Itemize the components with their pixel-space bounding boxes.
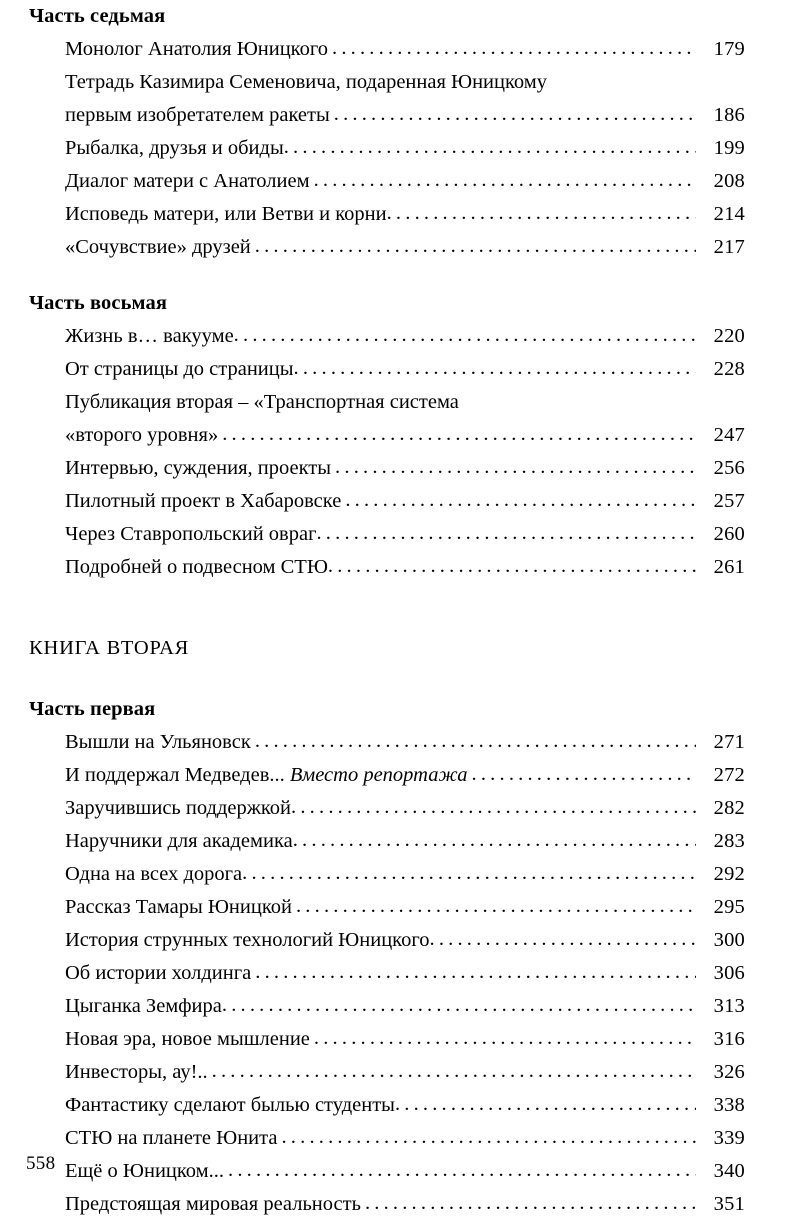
toc-entry[interactable]: [65, 1155, 745, 1188]
toc-entry-title: Тетрадь Казимира Семеновича, подаренная Юницкому: [65, 71, 548, 93]
toc-entry-title: Исповедь матери, или Ветви и корни: [65, 203, 387, 225]
toc-entry-page: 272: [713, 764, 745, 786]
dot-leader: [291, 791, 696, 824]
toc-entry-page: 292: [713, 863, 745, 885]
toc-entry[interactable]: [65, 792, 745, 825]
toc-entry-page: 295: [713, 896, 745, 918]
dot-leader: [395, 1088, 696, 1121]
toc-entry-title: Ещё о Юницком...: [65, 1160, 225, 1182]
toc-entry-title: Цыганка Земфира: [65, 995, 222, 1017]
toc-entry[interactable]: [65, 452, 745, 485]
toc-entry-title: Вышли на Ульяновск: [65, 731, 251, 753]
part-heading-first: Часть первая: [29, 698, 156, 720]
toc-entry-page: 208: [713, 170, 745, 192]
toc-entry-title: Интервью, суждения, проекты: [65, 457, 332, 479]
toc-entry-title: История струнных технологий Юницкого: [65, 929, 430, 951]
toc-entry-title: Подробней о подвесном СТЮ: [65, 556, 328, 578]
toc-entry-page: 271: [713, 731, 745, 753]
dot-leader: [334, 98, 696, 131]
toc-entry[interactable]: [65, 132, 745, 165]
toc-entry-title: Публикация вторая – «Транспортная система: [65, 391, 459, 413]
toc-entry-page: 306: [713, 962, 745, 984]
toc-entry[interactable]: [65, 33, 745, 66]
toc-entry-title: Монолог Анатолия Юницкого: [65, 38, 328, 60]
toc-entry-title: Пилотный проект в Хабаровске: [65, 490, 342, 512]
dot-leader: [234, 319, 696, 352]
dot-leader: [328, 550, 696, 583]
dot-leader: [332, 32, 696, 65]
dot-leader: [222, 989, 696, 1022]
toc-entry[interactable]: [65, 825, 745, 858]
toc-entry-title: Об истории холдинга: [65, 962, 252, 984]
toc-entry[interactable]: [65, 726, 745, 759]
toc-entry-title: первым изобретателем ракеты: [65, 104, 330, 126]
toc-entry[interactable]: [65, 1056, 745, 1089]
toc-entry-page: 338: [713, 1094, 745, 1116]
toc-entry-page: 316: [713, 1028, 745, 1050]
toc-entry[interactable]: [65, 231, 745, 264]
toc-entry-title-italic: Вместо репортажа: [289, 764, 468, 786]
toc-entry-title: Диалог матери с Анатолием: [65, 170, 310, 192]
toc-entry[interactable]: [65, 1122, 745, 1155]
dot-leader: [255, 230, 696, 263]
toc-entry[interactable]: [65, 485, 745, 518]
toc-entry-title: Наручники для академика: [65, 830, 293, 852]
toc-entry-page: 228: [713, 358, 745, 380]
toc-entry[interactable]: [65, 320, 745, 353]
part-heading-eighth: Часть восьмая: [29, 292, 168, 314]
toc-entry[interactable]: [65, 198, 745, 231]
dot-leader: [294, 352, 696, 385]
toc-entry[interactable]: [65, 990, 745, 1023]
toc-entry[interactable]: [65, 1023, 745, 1056]
toc-entry-title: Фантастику сделают былью студенты: [65, 1094, 395, 1116]
toc-entry-page: 217: [713, 236, 745, 258]
toc-entry[interactable]: [65, 858, 745, 891]
dot-leader: [335, 451, 696, 484]
dot-leader: [212, 1055, 696, 1088]
toc-entry-page: 186: [713, 104, 745, 126]
dot-leader: [430, 923, 697, 956]
toc-entry[interactable]: [65, 957, 745, 990]
toc-entry-page: 313: [713, 995, 745, 1017]
dot-leader: [242, 857, 696, 890]
dot-leader: [387, 197, 696, 230]
toc-entry-title: Рассказ Тамары Юницкой: [65, 896, 292, 918]
dot-leader: [281, 1121, 696, 1154]
toc-entry-title: От страницы до страницы: [65, 358, 294, 380]
toc-entry-title: Инвесторы, ау!..: [65, 1061, 208, 1083]
toc-entry[interactable]: [65, 165, 745, 198]
toc-entry-page: 260: [713, 523, 745, 545]
toc-entry-title: Новая эра, новое мышление: [65, 1028, 310, 1050]
toc-entry[interactable]: [65, 518, 745, 551]
dot-leader: [255, 725, 696, 758]
toc-entry-page: 351: [713, 1193, 745, 1215]
dot-leader: [228, 1154, 696, 1187]
toc-entry-page: 257: [713, 490, 745, 512]
toc-entry-page: 256: [713, 457, 745, 479]
toc-entry-title: «Сочувствие» друзей: [65, 236, 251, 258]
toc-entry[interactable]: [65, 1089, 745, 1122]
toc-entry-title: СТЮ на планете Юнита: [65, 1127, 278, 1149]
toc-entry-page: 220: [713, 325, 745, 347]
toc-entry-page: 300: [713, 929, 745, 951]
dot-leader: [284, 131, 696, 164]
toc-entry-title-roman: И поддержал Медведев...: [65, 764, 290, 786]
toc-entry-page: 339: [713, 1127, 745, 1149]
part-heading-seventh: Часть седьмая: [29, 5, 166, 27]
dot-leader: [314, 164, 696, 197]
dot-leader: [314, 1022, 696, 1055]
toc-entry-page: 261: [713, 556, 745, 578]
toc-entry[interactable]: [65, 891, 745, 924]
toc-entry[interactable]: [65, 924, 745, 957]
toc-entry-page: 282: [713, 797, 745, 819]
toc-entry[interactable]: [65, 419, 745, 452]
dot-leader: [365, 1187, 696, 1220]
dot-leader: [222, 418, 696, 451]
toc-entry-title: [65, 759, 468, 792]
toc-entry-title: Заручившись поддержкой: [65, 797, 292, 819]
toc-entry-page: 214: [713, 203, 745, 225]
toc-entry[interactable]: [65, 353, 745, 386]
dot-leader: [472, 758, 696, 791]
toc-entry-title: «второго уровня»: [65, 424, 219, 446]
dot-leader: [296, 890, 696, 923]
toc-entry[interactable]: [65, 551, 745, 584]
toc-entry-title: Жизнь в… вакууме: [65, 325, 234, 347]
toc-entry-wrapped-line[interactable]: [65, 386, 745, 419]
toc-body: [29, 0, 745, 1221]
toc-entry-title: Через Ставропольский овраг: [65, 523, 317, 545]
toc-entry-wrapped-line[interactable]: [65, 66, 745, 99]
dot-leader: [316, 517, 696, 550]
toc-entry[interactable]: [65, 99, 745, 132]
toc-entry-page: 283: [713, 830, 745, 852]
toc-entry-title: Одна на всех дорога: [65, 863, 243, 885]
toc-entry-page: 179: [713, 38, 745, 60]
book-heading-second: КНИГА ВТОРАЯ: [29, 637, 190, 659]
toc-entry-title: Предстоящая мировая реальность: [65, 1193, 361, 1215]
dot-leader: [293, 824, 696, 857]
page-folio: 558: [26, 1153, 56, 1174]
dot-leader: [345, 484, 696, 517]
toc-entry-page: 340: [713, 1160, 745, 1182]
toc-entry-page: 326: [713, 1061, 745, 1083]
toc-entry-title: Рыбалка, друзья и обиды: [65, 137, 284, 159]
toc-entry[interactable]: [65, 759, 745, 792]
toc-entry-page: 247: [713, 424, 745, 446]
toc-entry-page: 199: [713, 137, 745, 159]
dot-leader: [255, 956, 696, 989]
